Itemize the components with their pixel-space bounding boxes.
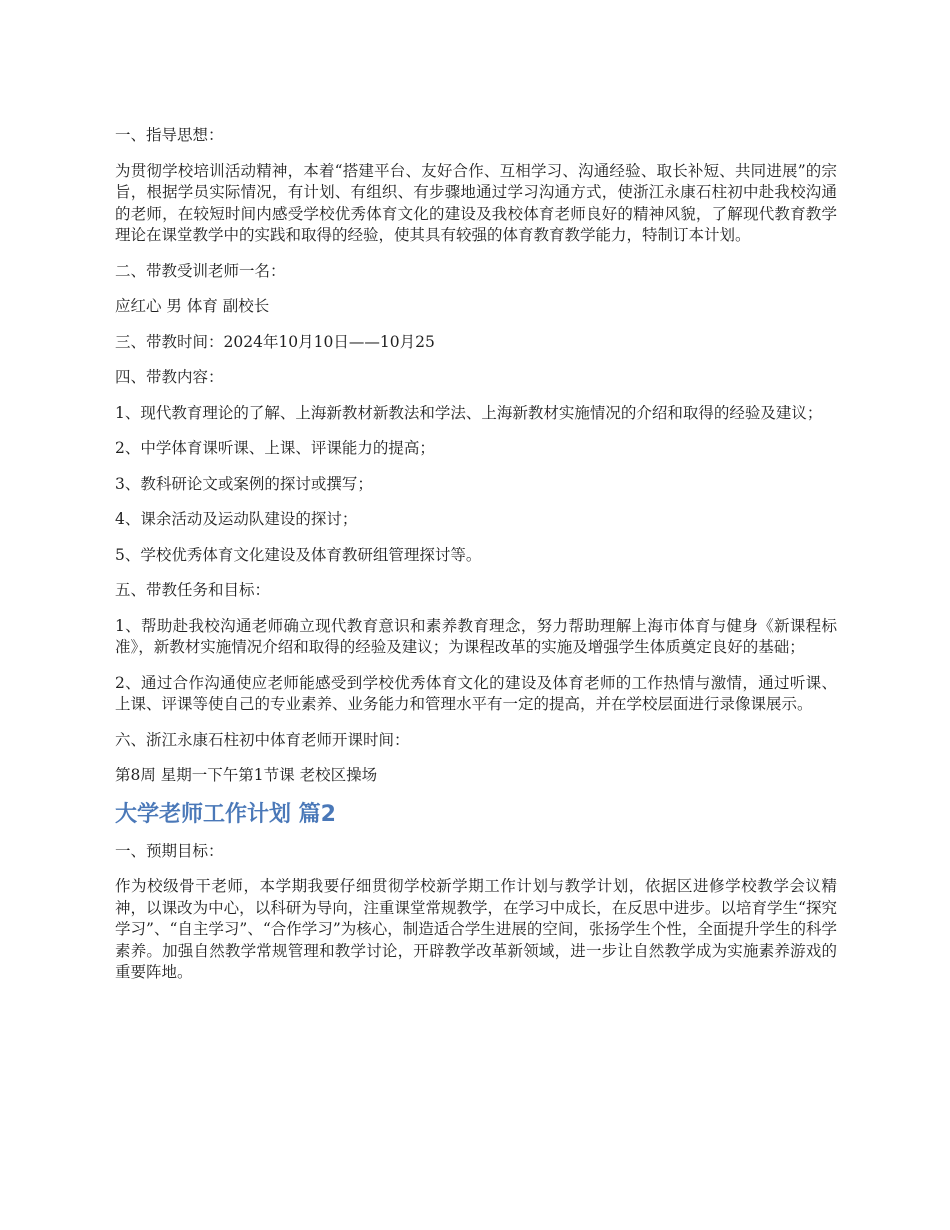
section-heading-guiding-thought: 一、指导思想：: [115, 126, 224, 144]
content-item-3: 3、教科研论文或案例的探讨或撰写；: [115, 474, 373, 493]
article-heading-part-2: 大学老师工作计划 篇2: [115, 801, 336, 827]
goal-item-2: 2、通过合作沟通使应老师能感受到学校优秀体育文化的建设及体育老师的工作热情与激情，通过听课、上课、评课等使自己的专业素养、业务能力和管理水平有一定的提高，并在学校层面进行录像课展示。: [115, 673, 837, 713]
section-heading-class-time: 六、浙江永康石柱初中体育老师开课时间：: [115, 730, 410, 749]
trainee-info: 应红心 男 体育 副校长: [115, 297, 270, 315]
section-heading-expected-goals: 一、预期目标：: [115, 841, 224, 860]
document-body: [115, 125, 837, 998]
paragraph-purpose: 为贯彻学校培训活动精神，本着“搭建平台、友好合作、互相学习、沟通经验、取长补短、共同进展”的宗旨，根据学员实际情况，有计划、有组织、有步骤地通过学习沟通方式，使浙江永康石柱初中赴我校沟通的老师，在较短时间内感受学校优秀体育文化的建设及我校体育老师良好的精神风貌，了解现代教育教学理论在课堂教学中的实践和取得的经验，使其具有较强的体育教育教学能力，特制订本计划。: [115, 161, 837, 244]
section-heading-time: 三、带教时间：2024年10月10日——10月25: [115, 332, 435, 351]
section-heading-goals: 五、带教任务和目标：: [115, 581, 271, 599]
content-item-1: 1、现代教育理论的了解、上海新教材新教法和学法、上海新教材实施情况的介绍和取得的经验及建议；: [115, 403, 823, 422]
content-item-2: 2、中学体育课听课、上课、评课能力的提高；: [115, 439, 435, 457]
section-heading-content: 四、带教内容：: [115, 368, 224, 386]
goal-item-1: 1、帮助赴我校沟通老师确立现代教育意识和素养教育理念，努力帮助理解上海市体育与健身《新课程标准》，新教材实施情况介绍和取得的经验及建议；为课程改革的实施及增强学生体质奠定良好的基础；: [115, 616, 837, 656]
content-item-5: 5、学校优秀体育文化建设及体育教研组管理探讨等。: [115, 545, 482, 564]
content-item-4: 4、课余活动及运动队建设的探讨；: [115, 510, 358, 528]
class-time-info: 第8周 星期一下午第1节课 老校区操场: [115, 766, 378, 784]
section-heading-trainee: 二、带教受训老师一名：: [115, 261, 286, 280]
paragraph-expected-goals: 作为校级骨干老师，本学期我要仔细贯彻学校新学期工作计划与教学计划，依据区进修学校教学会议精神，以课改为中心，以科研为导向，注重课堂常规教学，在学习中成长，在反思中进步。以培育学生“探究学习”、“自主学习”、“合作学习”为核心，制造适合学生进展的空间，张扬学生个性，全面提升学生的科学素养。加强自然教学常规管理和教学讨论，开辟教学改革新领域，进一步让自然教学成为实施素养游戏的重要阵地。: [115, 877, 837, 981]
